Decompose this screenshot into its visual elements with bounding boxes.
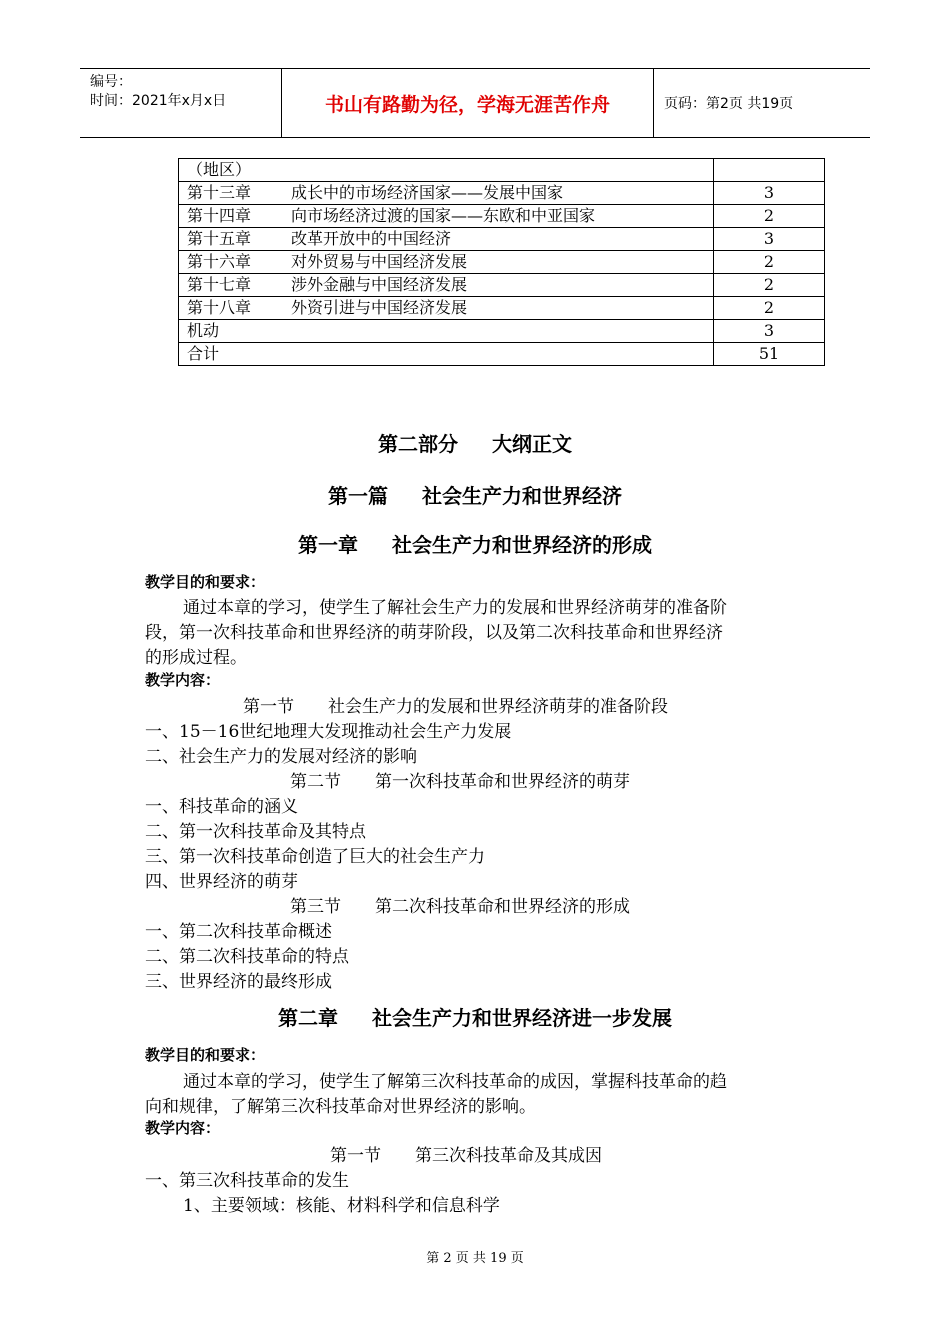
chapter-cell (179, 159, 714, 182)
chapter2-heading (0, 1002, 950, 1031)
chapter-cell (179, 251, 714, 274)
chapter2-title: 社会生产力和世界经济进一步发展 (372, 1006, 672, 1030)
chapter1-title: 社会生产力和世界经济的形成 (392, 533, 652, 557)
hours-cell: 3 (714, 320, 825, 343)
chapter2-section1-heading: 第一节 第三次科技革命及其成因 (330, 1146, 602, 1166)
chapter1-goal-label: 教学目的和要求： (145, 573, 266, 591)
list-item: 二、社会生产力的发展对经济的影响 (145, 747, 417, 767)
hours-cell (714, 159, 825, 182)
table-row (179, 320, 825, 343)
header-motto: 书山有路勤为径，学海无涯苦作舟 (282, 69, 654, 137)
chapter1-section2-heading: 第二节 第一次科技革命和世界经济的萌芽 (290, 772, 630, 792)
table-row (179, 297, 825, 320)
chapter-number: 机动 (187, 321, 220, 340)
hours-cell: 2 (714, 297, 825, 320)
hours-cell: 3 (714, 228, 825, 251)
list-item: 一、第二次科技革命概述 (145, 922, 332, 942)
hours-cell: 3 (714, 182, 825, 205)
chapter-number: 第十三章 (187, 183, 252, 202)
list-item: 四、世界经济的萌芽 (145, 872, 298, 892)
chapter2-number: 第二章 (278, 1006, 338, 1030)
chapter1-number: 第一章 (298, 533, 358, 557)
table-row (179, 228, 825, 251)
list-item: 三、世界经济的最终形成 (145, 972, 332, 992)
page-footer: 第 2 页 共 19 页 (426, 1251, 524, 1266)
chapter2-goal-line: 向和规律，了解第三次科技革命对世界经济的影响。 (145, 1097, 536, 1117)
hours-cell: 2 (714, 251, 825, 274)
section-number: 第一篇 (328, 484, 388, 508)
list-item: 二、第二次科技革命的特点 (145, 947, 349, 967)
chapter-title: 向市场经济过渡的国家——东欧和中亚国家 (291, 206, 596, 225)
chapter1-content-label: 教学内容： (145, 671, 221, 689)
chapter-number: 第十四章 (187, 206, 252, 225)
list-item: 一、15－16世纪地理大发现推动社会生产力发展 (145, 722, 512, 742)
chapter-title: 涉外金融与中国经济发展 (291, 275, 468, 294)
chapter-cell (179, 182, 714, 205)
table-row (179, 159, 825, 182)
chapter-title: 成长中的市场经济国家——发展中国家 (291, 183, 564, 202)
chapter-title: 改革开放中的中国经济 (291, 229, 452, 248)
header-page-info: 页码：第2页 共19页 (664, 96, 794, 112)
header-meta (80, 69, 282, 137)
chapter-number: （地区） (187, 160, 252, 179)
chapter1-goal-line: 通过本章的学习，使学生了解社会生产力的发展和世界经济萌芽的准备阶 (183, 598, 727, 618)
list-item: 一、第三次科技革命的发生 (145, 1171, 349, 1191)
chapter2-content-label: 教学内容： (145, 1119, 221, 1137)
schedule-table (178, 158, 825, 366)
table-row (179, 251, 825, 274)
page-header (80, 68, 870, 138)
chapter1-section1-heading: 第一节 社会生产力的发展和世界经济萌芽的准备阶段 (243, 697, 668, 717)
chapter2-goal-line: 通过本章的学习，使学生了解第三次科技革命的成因，掌握科技革命的趋 (183, 1072, 727, 1092)
table-row (179, 182, 825, 205)
chapter1-goal-line: 段，第一次科技革命和世界经济的萌芽阶段，以及第二次科技革命和世界经济 (145, 623, 723, 643)
chapter-number: 第十五章 (187, 229, 252, 248)
hours-cell: 2 (714, 274, 825, 297)
section-heading (0, 480, 950, 509)
part-number: 第二部分 (378, 432, 458, 456)
chapter-number: 合计 (187, 344, 220, 363)
chapter1-section3-heading: 第三节 第二次科技革命和世界经济的形成 (290, 897, 630, 917)
chapter-cell (179, 320, 714, 343)
table-row (179, 343, 825, 366)
chapter-cell (179, 228, 714, 251)
table-row (179, 205, 825, 228)
chapter-cell (179, 274, 714, 297)
chapter-title: 对外贸易与中国经济发展 (291, 252, 468, 271)
list-item: 1、主要领域：核能、材料科学和信息科学 (183, 1196, 500, 1216)
table-row (179, 274, 825, 297)
part-heading (0, 428, 950, 457)
chapter1-heading (0, 529, 950, 558)
number-label: 编号： (90, 74, 132, 90)
list-item: 一、科技革命的涵义 (145, 797, 298, 817)
hours-cell: 2 (714, 205, 825, 228)
chapter-cell (179, 297, 714, 320)
chapter1-goal-line: 的形成过程。 (145, 648, 247, 668)
chapter2-goal-label: 教学目的和要求： (145, 1046, 266, 1064)
hours-cell: 51 (714, 343, 825, 366)
chapter-number: 第十八章 (187, 298, 252, 317)
date-line: 时间：2021年x月x日 (90, 93, 227, 109)
list-item: 三、第一次科技革命创造了巨大的社会生产力 (145, 847, 485, 867)
chapter-title: 外资引进与中国经济发展 (291, 298, 468, 317)
chapter-cell (179, 205, 714, 228)
part-title: 大纲正文 (492, 432, 572, 456)
section-title: 社会生产力和世界经济 (422, 484, 622, 508)
chapter-cell (179, 343, 714, 366)
chapter-number: 第十六章 (187, 252, 252, 271)
chapter-number: 第十七章 (187, 275, 252, 294)
list-item: 二、第一次科技革命及其特点 (145, 822, 366, 842)
